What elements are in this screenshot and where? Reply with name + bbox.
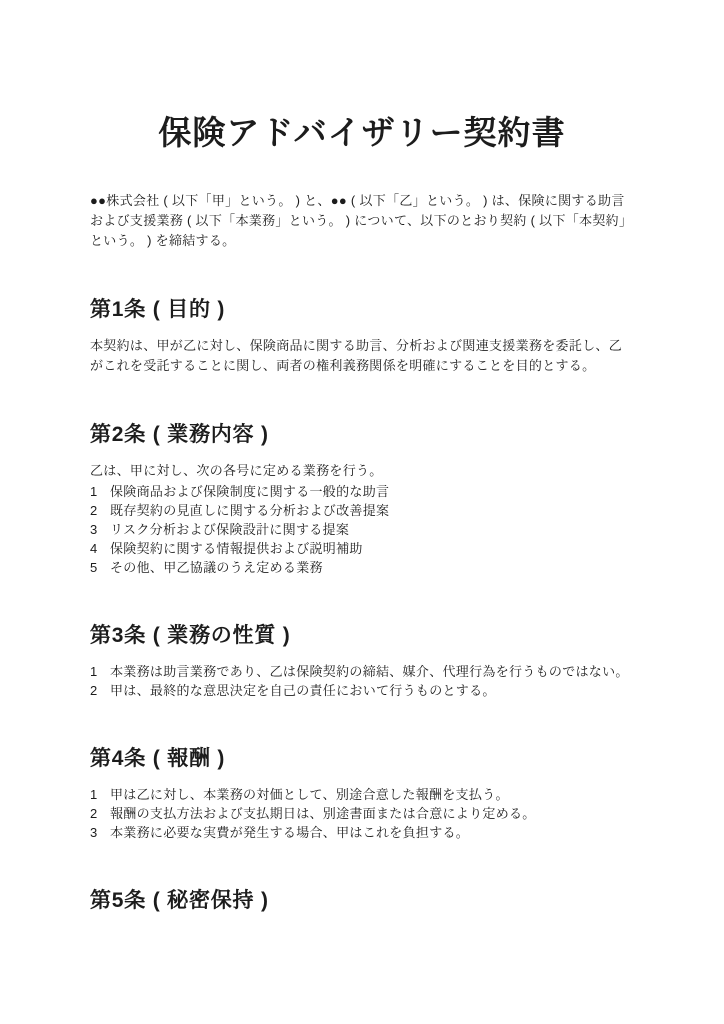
item-number: 2	[90, 806, 98, 821]
item-text: 既存契約の見直しに関する分析および改善提案	[110, 503, 390, 518]
item-text: 本業務に必要な実費が発生する場合、甲はこれを負担する。	[110, 825, 470, 840]
item-number: 2	[90, 683, 98, 698]
section-heading: 第2条 ( 業務内容 )	[90, 423, 269, 446]
section-items	[90, 785, 634, 842]
item-number: 2	[90, 503, 98, 518]
item-number: 1	[90, 664, 98, 679]
list-item	[90, 662, 634, 681]
item-number: 3	[90, 522, 98, 537]
section-heading: 第3条 ( 業務の性質 )	[90, 624, 291, 647]
item-number: 1	[90, 484, 98, 499]
list-item	[90, 558, 634, 577]
contract-section	[90, 297, 634, 376]
section-heading: 第1条 ( 目的 )	[90, 298, 226, 321]
item-text: 本業務は助言業務であり、乙は保険契約の締結、媒介、代理行為を行うものではない。	[110, 664, 629, 679]
list-item	[90, 520, 634, 539]
item-text: 保険契約に関する情報提供および説明補助	[110, 541, 363, 556]
contract-section	[90, 888, 634, 914]
section-heading: 第5条 ( 秘密保持 )	[90, 889, 269, 912]
document-title: 保険アドバイザリー契約書	[158, 114, 566, 151]
list-item	[90, 804, 634, 823]
list-item	[90, 539, 634, 558]
preamble-paragraph: ●●株式会社 ( 以下「甲」という。 ) と、●● ( 以下「乙」という。 ) は、保険に関する助言および支援業務 ( 以下「本業務」という。 ) について、以下のとおり契約 ( 以下「本契約」という。 ) を締結する。	[90, 193, 633, 248]
item-number: 1	[90, 787, 98, 802]
section-items	[90, 662, 634, 700]
section-body: 本契約は、甲が乙に対し、保険商品に関する助言、分析および関連支援業務を委託し、乙がこれを受託することに関し、両者の権利義務関係を明確にすることを目的とする。	[90, 338, 623, 373]
contract-section	[90, 623, 634, 700]
list-item	[90, 501, 634, 520]
contract-section	[90, 422, 634, 577]
item-text: 保険商品および保険制度に関する一般的な助言	[110, 484, 390, 499]
item-text: 甲は乙に対し、本業務の対価として、別途合意した報酬を支払う。	[110, 787, 509, 802]
list-item	[90, 785, 634, 804]
item-text: その他、甲乙協議のうえ定める業務	[110, 560, 323, 575]
item-text: リスク分析および保険設計に関する提案	[110, 522, 350, 537]
section-heading: 第4条 ( 報酬 )	[90, 747, 226, 770]
item-text: 報酬の支払方法および支払期日は、別途書面または合意により定める。	[110, 806, 536, 821]
list-item	[90, 681, 634, 700]
list-item	[90, 823, 634, 842]
section-body: 乙は、甲に対し、次の各号に定める業務を行う。	[90, 463, 383, 478]
item-number: 5	[90, 560, 98, 575]
section-items	[90, 482, 634, 577]
item-number: 3	[90, 825, 98, 840]
list-item	[90, 482, 634, 501]
item-text: 甲は、最終的な意思決定を自己の責任において行うものとする。	[110, 683, 496, 698]
item-number: 4	[90, 541, 98, 556]
sections-container	[90, 297, 634, 914]
contract-section	[90, 746, 634, 842]
